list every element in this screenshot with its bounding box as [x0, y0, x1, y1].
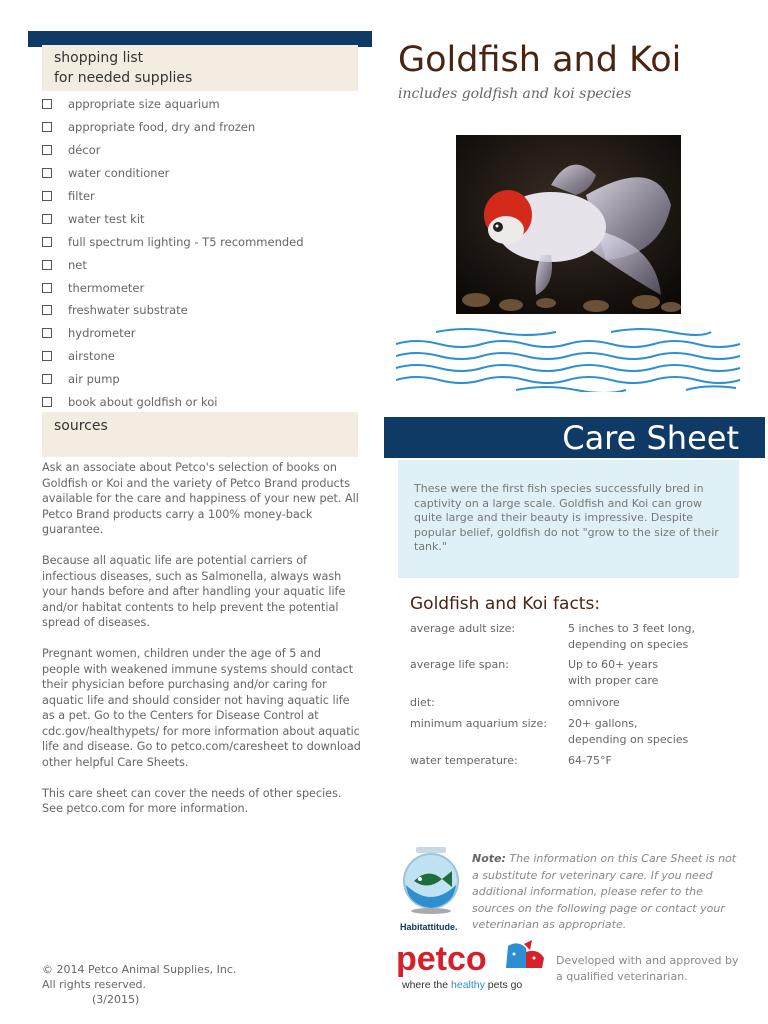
petco-tagline: where the healthy pets go	[402, 979, 523, 991]
checklist-item-label: appropriate size aquarium	[68, 97, 220, 112]
checklist-item[interactable]	[42, 207, 362, 230]
copyright-date: (3/2015)	[92, 993, 140, 1006]
copyright-line1: © 2014 Petco Animal Supplies, Inc.	[42, 963, 237, 976]
checklist-item[interactable]	[42, 230, 362, 253]
checklist-item-label: appropriate food, dry and frozen	[68, 120, 256, 135]
goldfish-photo	[456, 135, 681, 314]
waves-graphic	[396, 326, 742, 392]
note-body: The information on this Care Sheet is not a substitute for veterinary care. If you need additional information, please refer to the sources on the following page or contact your veterinarian as appropriate.	[472, 852, 737, 931]
checklist-item-label: full spectrum lighting - T5 recommended	[68, 234, 304, 249]
note-text	[472, 851, 742, 934]
checklist-item-label: air pump	[68, 372, 120, 387]
sources-body	[42, 460, 362, 832]
checklist-item[interactable]	[42, 116, 362, 139]
checkbox-icon[interactable]	[42, 99, 52, 109]
checklist-item[interactable]	[42, 253, 362, 276]
checklist-item-label: airstone	[68, 349, 115, 364]
checkbox-icon[interactable]	[42, 191, 52, 201]
fact-value: 5 inches to 3 feet long, depending on species	[568, 622, 696, 651]
checklist-item[interactable]	[42, 162, 362, 185]
checkbox-icon[interactable]	[42, 214, 52, 224]
fact-value: 20+ gallons, depending on species	[568, 717, 689, 746]
fact-value: 64-75°F	[568, 754, 612, 767]
fact-label: average adult size:	[410, 622, 516, 635]
page-subtitle: includes goldfish and koi species	[398, 86, 632, 102]
checklist-item-label: book about goldfish or koi	[68, 395, 218, 410]
checklist-item-label: freshwater substrate	[68, 303, 188, 318]
shopping-checklist	[42, 93, 362, 413]
checklist-item-label: thermometer	[68, 280, 145, 295]
developed-note: Developed with and approved by a qualified veterinarian.	[556, 954, 739, 983]
care-sheet-banner	[384, 417, 765, 458]
checkbox-icon[interactable]	[42, 283, 52, 293]
petco-wordmark: petco	[396, 940, 487, 978]
fact-value: omnivore	[568, 696, 620, 709]
copyright	[42, 962, 236, 1007]
checklist-item[interactable]	[42, 391, 362, 414]
dog-cat-icon	[506, 940, 544, 968]
checklist-item[interactable]	[42, 299, 362, 322]
shopping-list-header	[42, 45, 358, 91]
sources-paragraph: Ask an associate about Petco's selection of books on Goldfish or Koi and the variety of Petco Brand products available for the care and happiness of your new pet. All Petco Brand products carry a 100% money-back guarantee.	[42, 461, 359, 536]
checklist-item[interactable]	[42, 276, 362, 299]
checklist-item-label: filter	[68, 189, 95, 203]
copyright-line2: All rights reserved. (3/2015)	[42, 977, 236, 1007]
checklist-item-label: hydrometer	[68, 326, 136, 341]
shopping-heading-line2: for needed supplies	[54, 70, 193, 86]
checklist-item[interactable]	[42, 368, 362, 391]
facts-heading: Goldfish and Koi facts:	[410, 594, 601, 614]
checkbox-icon[interactable]	[42, 328, 52, 338]
checklist-item[interactable]	[42, 322, 362, 345]
fact-label: water temperature:	[410, 754, 518, 767]
fact-label: diet:	[410, 696, 435, 709]
shopping-heading-line1: shopping list	[54, 50, 144, 66]
sources-heading: sources	[54, 418, 108, 434]
checkbox-icon[interactable]	[42, 237, 52, 247]
care-sheet-label: Care Sheet	[562, 419, 739, 457]
fact-label: minimum aquarium size:	[410, 717, 547, 730]
fact-value: Up to 60+ years with proper care	[568, 658, 659, 687]
checkbox-icon[interactable]	[42, 397, 52, 407]
sources-paragraph: This care sheet can cover the needs of other species. See petco.com for more information.	[42, 786, 342, 815]
checkbox-icon[interactable]	[42, 351, 52, 361]
sources-header	[42, 412, 358, 457]
checklist-item-label: décor	[68, 143, 101, 158]
sources-paragraph: Because all aquatic life are potential carriers of infectious diseases, such as Salmonella, always wash your hands before and after handling your aquatic life and/or habitat contents to help prevent the potential spread of diseases.	[42, 554, 346, 629]
checkbox-icon[interactable]	[42, 122, 52, 132]
habitattitude-wordmark: Habitattitude.	[400, 922, 458, 932]
checklist-item[interactable]	[42, 345, 362, 368]
checklist-item[interactable]	[42, 185, 362, 208]
checkbox-icon[interactable]	[42, 168, 52, 178]
checkbox-icon[interactable]	[42, 260, 52, 270]
checkbox-icon[interactable]	[42, 305, 52, 315]
sources-paragraph: Pregnant women, children under the age of 5 and people with weakened immune systems should contact their physician before purchasing and/or caring for aquatic life and should consider not having aquatic life as a pet. Go to the Centers for Disease Control at cdc.gov/healthypets/ for more information about aquatic life and disease. Go to petco.com/caresheet to download other helpful Care Sheets.	[42, 647, 361, 769]
intro-text: These were the first fish species successfully bred in captivity on a large scale. Goldfish and Koi can grow quite large and their beauty is impressive. Despite popular belief, goldfish do not "grow to the size of their tank."	[414, 482, 719, 553]
habitattitude-logo	[398, 845, 464, 933]
checklist-item[interactable]	[42, 139, 362, 162]
petco-logo	[396, 938, 546, 994]
checkbox-icon[interactable]	[42, 374, 52, 384]
fact-label: average life span:	[410, 658, 509, 671]
page-title: Goldfish and Koi	[398, 40, 682, 80]
checklist-item-label: water conditioner	[68, 166, 170, 181]
intro-box	[398, 460, 739, 578]
checklist-item-label: water test kit	[68, 211, 145, 226]
checkbox-icon[interactable]	[42, 145, 52, 155]
checklist-item[interactable]	[42, 93, 362, 116]
checklist-item-label: net	[68, 257, 87, 272]
note-label: Note:	[472, 852, 506, 865]
